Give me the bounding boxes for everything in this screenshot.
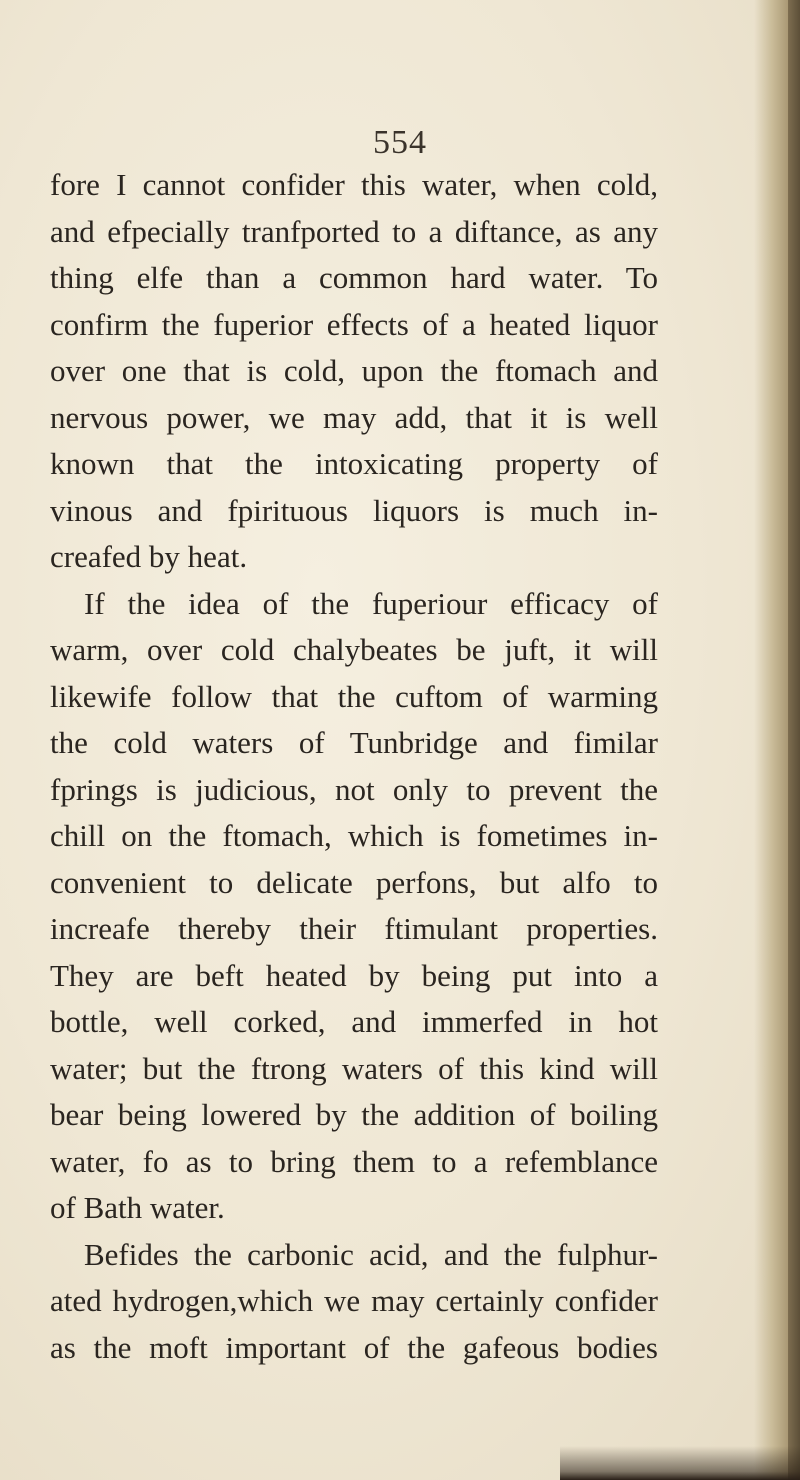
text-line: convenient to delicate perfons, but alfo to [50, 864, 658, 900]
text-line: warm, over cold chalybeates be juft, it will [50, 632, 658, 667]
text-line: water; but the ftrong waters of this kind will [50, 1050, 658, 1086]
text-line: increafe thereby their ftimulant properties. [50, 911, 658, 946]
page-number: 554 [373, 124, 427, 161]
text-line: Befides the carbonic acid, and the fulphur- [84, 1236, 658, 1272]
text-line: confirm the fuperior effects of a heated liquor [50, 306, 658, 342]
text-line: likewife follow that the cuftom of warming [50, 678, 658, 714]
text-line: over one that is cold, upon the ftomach and [50, 353, 658, 388]
text-line: bear being lowered by the addition of boiling [50, 1097, 658, 1132]
text-line: water, fo as to bring them to a refemblance [50, 1143, 658, 1179]
page-binding-edge [754, 0, 800, 1480]
text-line: If the idea of the fuperiour efficacy of [84, 585, 658, 621]
text-line: bottle, well corked, and immerfed in hot [50, 1004, 658, 1039]
text-line: the cold waters of Tunbridge and fimilar [50, 725, 658, 760]
text-line: They are beft heated by being put into a [50, 957, 658, 993]
text-line: and efpecially tranfported to a diftance, as any [50, 213, 658, 249]
text-line: known that the intoxicating property of [50, 446, 658, 481]
body-text [50, 162, 658, 1371]
text-line: nervous power, we may add, that it is well [50, 399, 658, 435]
text-line: chill on the ftomach, which is fometimes in- [50, 818, 658, 853]
text-line: as the moft important of the gafeous bodies [50, 1329, 658, 1365]
text-line: fore I cannot confider this water, when cold, [50, 167, 658, 202]
page-shadow [560, 1446, 800, 1480]
text-line: creafed by heat. [50, 539, 248, 574]
text-line: ated hydrogen,which we may certainly confider [50, 1283, 658, 1318]
text-line: thing elfe than a common hard water. To [50, 260, 658, 295]
text-line: of Bath water. [50, 1190, 225, 1225]
text-line: vinous and fpirituous liquors is much in- [50, 492, 658, 528]
text-line: fprings is judicious, not only to prevent the [50, 771, 658, 807]
